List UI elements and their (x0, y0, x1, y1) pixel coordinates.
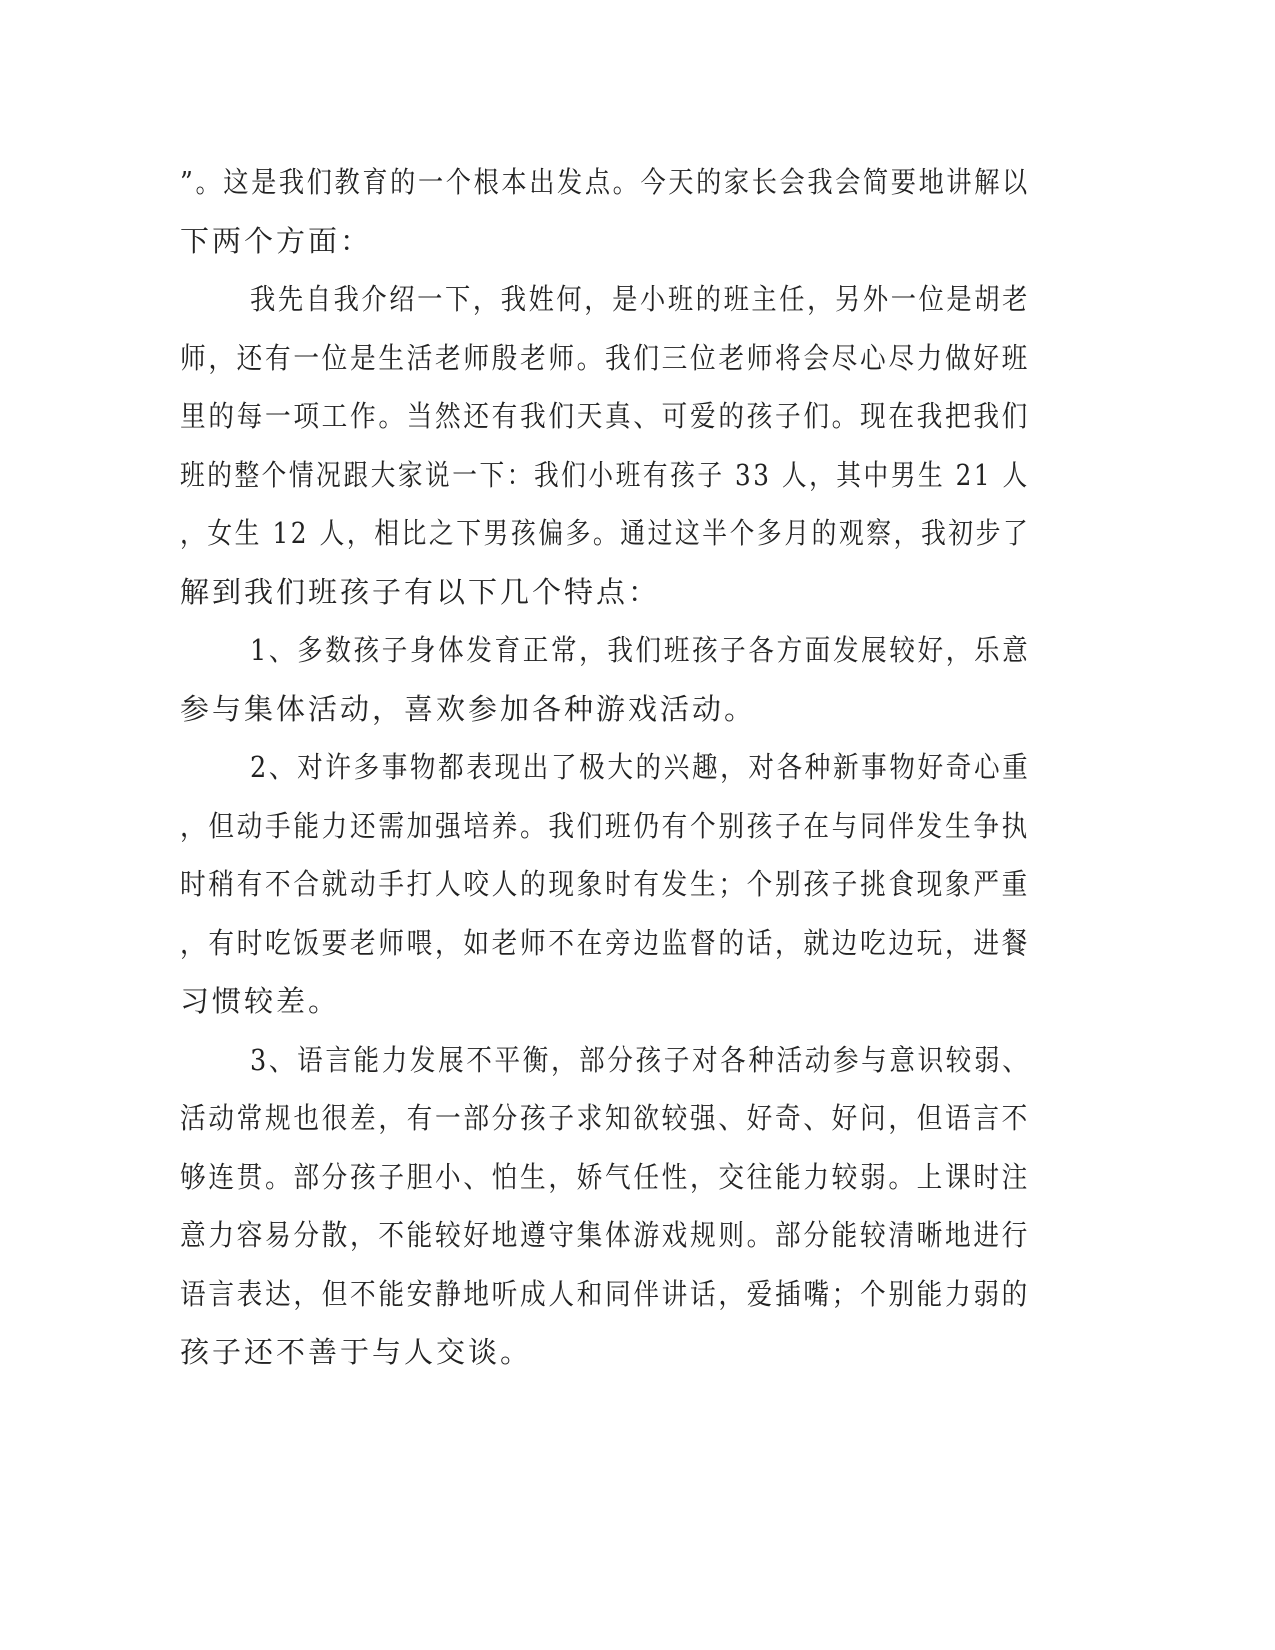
text-line-5: 里的每一项工作。当然还有我们天真、可爱的孩子们。现在我把我们 (180, 399, 1031, 433)
text-line-18: 够连贯。部分孩子胆小、怕生，娇气任性，交往能力较弱。上课时注 (180, 1160, 1031, 1194)
text-line-9: 1、多数孩子身体发育正常，我们班孩子各方面发展较好，乐意 (250, 633, 1031, 667)
text-line-12: ，但动手能力还需加强培养。我们班仍有个别孩子在与同伴发生争执 (180, 809, 1031, 843)
text-line-2: 下两个方面： (180, 224, 373, 258)
text-line-6: 班的整个情况跟大家说一下：我们小班有孩子 33 人，其中男生 21 人 (180, 458, 1030, 492)
text-line-7: ，女生 12 人，相比之下男孩偏多。通过这半个多月的观察，我初步了 (180, 516, 1031, 550)
text-line-4: 师，还有一位是生活老师殷老师。我们三位老师将会尽心尽力做好班 (180, 341, 1031, 375)
text-line-11: 2、对许多事物都表现出了极大的兴趣，对各种新事物好奇心重 (250, 750, 1031, 784)
text-line-14: ，有时吃饭要老师喂，如老师不在旁边监督的话，就边吃边玩，进餐 (180, 926, 1031, 960)
text-line-10: 参与集体活动，喜欢参加各种游戏活动。 (180, 692, 757, 726)
text-line-17: 活动常规也很差，有一部分孩子求知欲较强、好奇、好问，但语言不 (180, 1101, 1031, 1135)
text-line-15: 习惯较差。 (180, 984, 341, 1018)
text-line-20: 语言表达，但不能安静地听成人和同伴讲话，爱插嘴；个别能力弱的 (180, 1277, 1031, 1311)
text-line-21: 孩子还不善于与人交谈。 (180, 1335, 533, 1369)
text-line-3: 我先自我介绍一下，我姓何，是小班的班主任，另外一位是胡老 (250, 282, 1031, 316)
text-line-13: 时稍有不合就动手打人咬人的现象时有发生；个别孩子挑食现象严重 (180, 867, 1031, 901)
text-line-8: 解到我们班孩子有以下几个特点： (180, 575, 661, 609)
text-line-19: 意力容易分散，不能较好地遵守集体游戏规则。部分能较清晰地进行 (180, 1218, 1031, 1252)
text-line-16: 3、语言能力发展不平衡，部分孩子对各种活动参与意识较弱、 (250, 1043, 1031, 1077)
text-line-1: ”。这是我们教育的一个根本出发点。今天的家长会我会简要地讲解以 (180, 165, 1030, 199)
